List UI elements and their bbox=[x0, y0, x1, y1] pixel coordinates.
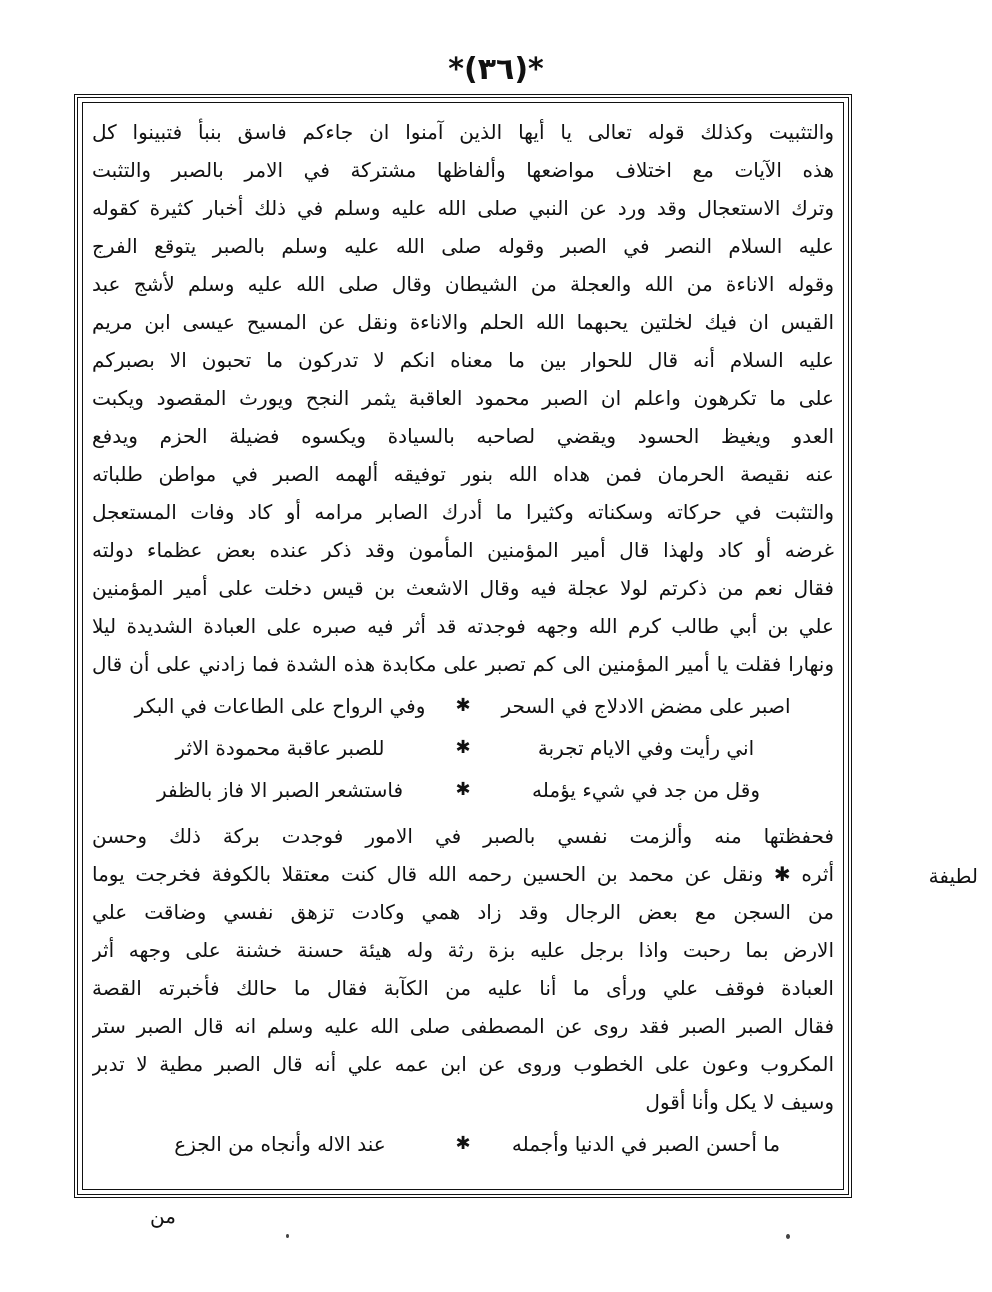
text-line: من السجن مع بعض الرجال وقد زاد همي وكادت تزهق نفسي وضاقت علي bbox=[92, 900, 834, 924]
text-line: علي بن أبي طالب كرم الله وجهه فوجدته قد أثر فيه صبره على العبادة الشديدة ليلا bbox=[92, 614, 834, 638]
text-line: القيس ان فيك لخلتين يحبهما الله الحلم والاناءة ونقل عن المسيح عيسى ابن مريم bbox=[92, 310, 834, 334]
paper-speck bbox=[286, 1234, 289, 1238]
verse-line bbox=[92, 686, 834, 726]
text-line: فحفظتها منه وألزمت نفسي بالصبر في الامور فوجدت بركة ذلك وحسن bbox=[92, 824, 834, 848]
verse-first-hemistich: اني رأيت وفي الايام تجربة bbox=[537, 736, 755, 760]
text-line: عليه السلام النصر في الصبر وقوله صلى الله عليه وسلم بالصبر يتوقع الفرج bbox=[92, 234, 834, 258]
text-block bbox=[92, 112, 834, 1188]
verse-second-hemistich: فاستشعر الصبر الا فاز بالظفر bbox=[156, 778, 404, 802]
verse-second-hemistich: وفي الرواح على الطاعات في البكر bbox=[134, 694, 426, 718]
verse-separator: ✱ bbox=[455, 695, 471, 716]
text-line: ونهارا فقلت يا أمير المؤمنين الى كم تصبر على مكابدة هذه الشدة فما زادني على أن قال bbox=[92, 652, 834, 676]
text-line: عنه نقيصة الحرمان فمن هداه الله بنور توفيقه ألهمه الصبر في مواطن طلباته bbox=[92, 462, 834, 486]
text-line: العدو ويغيظ الحسود ويقضي لصاحبه بالسيادة ويكسوه فضيلة الحزم ويدفع bbox=[92, 424, 834, 448]
verse-first-hemistich: وقل من جد في شيء يؤمله bbox=[532, 778, 760, 802]
verse-second-hemistich: عند الاله وأنجاه من الجزع bbox=[174, 1132, 386, 1156]
text-line: وسيف لا يكل وأنا أقول bbox=[645, 1090, 834, 1114]
catchword: من bbox=[150, 1204, 176, 1228]
text-line: أثره ✱ ونقل عن محمد بن الحسين رحمه الله قال كنت معتقلا بالكوفة فخرجت يوما bbox=[92, 862, 834, 886]
text-line: العبادة فوقف علي ورأى ما أنا عليه من الكآبة فقال ما حالك فأخبرته القصة bbox=[92, 976, 834, 1000]
text-line: والتثبيت وكذلك قوله تعالى يا أيها الذين آمنوا ان جاءكم فاسق بنبأ فتبينوا كل bbox=[92, 120, 834, 144]
verse-line bbox=[92, 1124, 834, 1164]
verse-line bbox=[92, 770, 834, 810]
paper-speck bbox=[786, 1234, 790, 1239]
text-line: وقوله الاناءة من الله والعجلة من الشيطان وقال صلى الله عليه وسلم لأشج عبد bbox=[92, 272, 834, 296]
text-line: فقال الصبر الصبر فقد روى عن المصطفى صلى الله عليه وسلم انه قال الصبر ستر bbox=[92, 1014, 834, 1038]
verse-separator: ✱ bbox=[455, 737, 471, 758]
verse-separator: ✱ bbox=[455, 779, 471, 800]
verse-line bbox=[92, 728, 834, 768]
page-number: *(٣٦)* bbox=[448, 52, 544, 87]
text-line: على ما تكرهون واعلم ان الصبر محمود العاقبة يثمر النجح ويورث المقصود ويكبت bbox=[92, 386, 834, 410]
text-line: وترك الاستعجال وقد ورد عن النبي صلى الله عليه وسلم في ذلك أخبار كثيرة كقوله bbox=[92, 196, 834, 220]
text-line: عليه السلام أنه قال للحوار بين ما معناه انكم لا تدركون ما تحبون الا بصبركم bbox=[92, 348, 834, 372]
verse-separator: ✱ bbox=[455, 1133, 471, 1154]
verse-first-hemistich: ما أحسن الصبر في الدنيا وأجمله bbox=[511, 1132, 781, 1156]
text-line: هذه الآيات مع اختلاف مواضعها وألفاظها مشتركة في الامر بالصبر والتثبت bbox=[92, 158, 834, 182]
text-line: المكروب وعون على الخطوب وروى عن ابن عمه علي أنه قال الصبر مطية لا تدبر bbox=[92, 1052, 834, 1076]
margin-note: لطيفة bbox=[928, 864, 978, 888]
verse-second-hemistich: للصبر عاقبة محمودة الاثر bbox=[175, 736, 385, 760]
text-line: الارض بما رحبت واذا برجل عليه بزة رثة وله هيئة حسنة خشنة على وجهه أثر bbox=[92, 938, 834, 962]
text-line: غرضه أو كاد ولهذا قال أمير المؤمنين المأمون وقد ذكر عنده بعض عظماء دولته bbox=[92, 538, 834, 562]
text-line: والتثبت في حركاته وسكناته وكثيرا ما أدرك الصابر مرامه أو كاد وفات المستعجل bbox=[92, 500, 834, 524]
text-line: فقال نعم من ذكرتم لولا عجلة فيه وقال الاشعث بن قيس دخلت على أمير المؤمنين bbox=[92, 576, 834, 600]
verse-first-hemistich: اصبر على مضض الادلاج في السحر bbox=[501, 694, 791, 718]
